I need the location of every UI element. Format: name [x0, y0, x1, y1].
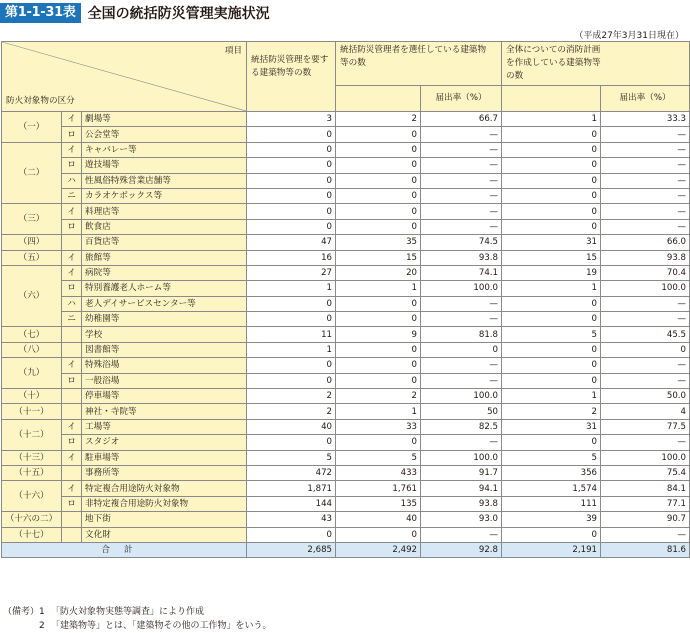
category-group-cell: （十七）	[2, 527, 62, 542]
plan-count-cell: 0	[502, 204, 601, 219]
plan-count-cell: 1	[502, 281, 601, 296]
plan-rate-cell: —	[601, 219, 690, 234]
sub-letter-cell	[62, 512, 82, 527]
plan-rate-cell: 84.1	[601, 481, 690, 496]
sub-letter-cell	[62, 327, 82, 342]
category-name-cell: 幼稚園等	[82, 312, 247, 327]
category-name-cell: 飲食店	[82, 219, 247, 234]
table-row	[2, 465, 690, 480]
table-row	[2, 281, 690, 296]
category-group-cell: （四）	[2, 235, 62, 250]
buildings-count-cell: 2	[247, 404, 336, 419]
buildings-count-cell: 40	[247, 419, 336, 434]
header-plan-spacer	[502, 86, 601, 112]
plan-count-cell: 111	[502, 496, 601, 511]
plan-rate-cell: —	[601, 373, 690, 388]
note-text: 「建築物等」とは、「建築物その他の工作物」をいう。	[51, 621, 272, 631]
appointed-rate-cell: 74.1	[421, 265, 502, 280]
buildings-count-cell: 0	[247, 127, 336, 142]
appointed-rate-cell: —	[421, 158, 502, 173]
appointed-rate-cell: 94.1	[421, 481, 502, 496]
appointed-rate-cell: 81.8	[421, 327, 502, 342]
header-corner-cell	[2, 42, 247, 112]
appointed-count-cell: 1	[336, 281, 421, 296]
category-name-cell: 劇場等	[82, 112, 247, 127]
plan-count-cell: 2	[502, 404, 601, 419]
category-group-cell: （十二）	[2, 419, 62, 450]
plan-count-cell: 5	[502, 450, 601, 465]
category-name-cell: 遊技場等	[82, 158, 247, 173]
table-row	[2, 112, 690, 127]
appointed-rate-cell: —	[421, 127, 502, 142]
category-name-cell: 老人デイサービスセンター等	[82, 296, 247, 311]
header-appointed-rate: 届出率（%）	[421, 86, 502, 112]
table-row	[2, 496, 690, 511]
sub-letter-cell: イ	[62, 142, 82, 157]
appointed-count-cell: 0	[336, 435, 421, 450]
appointed-rate-cell: 0	[421, 342, 502, 357]
appointed-rate-cell: —	[421, 435, 502, 450]
note-number: 2	[39, 621, 45, 631]
sub-letter-cell: ロ	[62, 435, 82, 450]
as-of-date: （平成27年3月31日現在）	[574, 31, 684, 41]
header-plan-rate: 届出率（%）	[601, 86, 690, 112]
table-row	[2, 204, 690, 219]
table-row	[2, 188, 690, 203]
category-name-cell: 停車場等	[82, 389, 247, 404]
plan-count-cell: 5	[502, 327, 601, 342]
plan-rate-cell: —	[601, 296, 690, 311]
plan-rate-cell: —	[601, 127, 690, 142]
appointed-rate-cell: —	[421, 142, 502, 157]
table-row	[2, 419, 690, 434]
appointed-rate-cell: —	[421, 296, 502, 311]
sub-letter-cell	[62, 404, 82, 419]
sub-letter-cell	[62, 465, 82, 480]
buildings-count-cell: 43	[247, 512, 336, 527]
category-name-cell: カラオケボックス等	[82, 188, 247, 203]
appointed-rate-cell: 66.7	[421, 112, 502, 127]
plan-count-cell: 0	[502, 527, 601, 542]
header-plan-text: 全体についての消防計画を作成している建築物等の数	[506, 45, 601, 81]
appointed-count-cell: 2	[336, 112, 421, 127]
plan-count-cell: 0	[502, 219, 601, 234]
total-appointed-rate-cell: 92.8	[421, 542, 502, 557]
sub-letter-cell: イ	[62, 204, 82, 219]
table-row	[2, 450, 690, 465]
header-appointed-spacer	[336, 86, 421, 112]
table-row	[2, 327, 690, 342]
table-row	[2, 219, 690, 234]
buildings-count-cell: 0	[247, 312, 336, 327]
buildings-count-cell: 3	[247, 112, 336, 127]
buildings-count-cell: 1,871	[247, 481, 336, 496]
table-row	[2, 389, 690, 404]
plan-rate-cell: —	[601, 312, 690, 327]
buildings-count-cell: 27	[247, 265, 336, 280]
sub-letter-cell: イ	[62, 481, 82, 496]
category-name-cell: 一般浴場	[82, 373, 247, 388]
table-row	[2, 435, 690, 450]
plan-count-cell: 19	[502, 265, 601, 280]
note-text: 「防火対象物実態等調査」により作成	[51, 607, 205, 617]
appointed-rate-cell: —	[421, 312, 502, 327]
appointed-count-cell: 0	[336, 219, 421, 234]
notes-lead-spacer	[3, 619, 39, 633]
category-name-cell: 事務所等	[82, 465, 247, 480]
total-appointed-cell: 2,492	[336, 542, 421, 557]
category-group-cell: （七）	[2, 327, 62, 342]
plan-rate-cell: 77.5	[601, 419, 690, 434]
appointed-rate-cell: 93.8	[421, 250, 502, 265]
category-name-cell: 非特定複合用途防火対象物	[82, 496, 247, 511]
total-row	[2, 542, 690, 557]
appointed-count-cell: 0	[336, 127, 421, 142]
appointed-rate-cell: —	[421, 527, 502, 542]
appointed-rate-cell: 74.5	[421, 235, 502, 250]
buildings-count-cell: 47	[247, 235, 336, 250]
sub-letter-cell: イ	[62, 250, 82, 265]
category-name-cell: 特殊浴場	[82, 358, 247, 373]
sub-letter-cell: ロ	[62, 127, 82, 142]
buildings-count-cell: 0	[247, 204, 336, 219]
category-name-cell: 工場等	[82, 419, 247, 434]
sub-letter-cell: イ	[62, 112, 82, 127]
table-row	[2, 250, 690, 265]
notes-lead: （備考）	[3, 607, 40, 617]
plan-count-cell: 39	[502, 512, 601, 527]
appointed-rate-cell: —	[421, 219, 502, 234]
note-row	[3, 619, 272, 633]
sub-letter-cell: ニ	[62, 312, 82, 327]
category-group-cell: （一）	[2, 112, 62, 143]
plan-count-cell: 0	[502, 358, 601, 373]
figure-number-badge: 第1-1-31表	[0, 3, 81, 23]
table-row	[2, 512, 690, 527]
category-name-cell: 百貨店等	[82, 235, 247, 250]
plan-rate-cell: —	[601, 527, 690, 542]
buildings-count-cell: 0	[247, 219, 336, 234]
category-group-cell: （十）	[2, 389, 62, 404]
sub-letter-cell: ニ	[62, 188, 82, 203]
appointed-count-cell: 0	[336, 204, 421, 219]
plan-rate-cell: —	[601, 158, 690, 173]
notes	[3, 605, 272, 633]
category-name-cell: 病院等	[82, 265, 247, 280]
sub-letter-cell: ロ	[62, 281, 82, 296]
appointed-rate-cell: 100.0	[421, 389, 502, 404]
appointed-count-cell: 5	[336, 450, 421, 465]
plan-rate-cell: —	[601, 188, 690, 203]
buildings-count-cell: 0	[247, 373, 336, 388]
plan-rate-cell: —	[601, 358, 690, 373]
buildings-count-cell: 1	[247, 281, 336, 296]
plan-rate-cell: 93.8	[601, 250, 690, 265]
appointed-rate-cell: 82.5	[421, 419, 502, 434]
table-row	[2, 404, 690, 419]
plan-rate-cell: 45.5	[601, 327, 690, 342]
header-item-label: 項目	[224, 46, 243, 56]
sub-letter-cell: ハ	[62, 173, 82, 188]
sub-letter-cell: ロ	[62, 496, 82, 511]
plan-count-cell: 1	[502, 389, 601, 404]
plan-rate-cell: 50.0	[601, 389, 690, 404]
plan-rate-cell: 70.4	[601, 265, 690, 280]
plan-count-cell: 1	[502, 112, 601, 127]
sub-letter-cell	[62, 527, 82, 542]
plan-count-cell: 31	[502, 235, 601, 250]
category-group-cell: （十一）	[2, 404, 62, 419]
buildings-count-cell: 0	[247, 173, 336, 188]
category-group-cell: （二）	[2, 142, 62, 204]
sub-letter-cell: ロ	[62, 373, 82, 388]
appointed-count-cell: 15	[336, 250, 421, 265]
plan-rate-cell: —	[601, 173, 690, 188]
category-name-cell: 公会堂等	[82, 127, 247, 142]
buildings-count-cell: 472	[247, 465, 336, 480]
category-group-cell: （六）	[2, 265, 62, 327]
appointed-count-cell: 0	[336, 358, 421, 373]
header-appointed-text: 統括防災管理者を選任している建築物等の数	[340, 45, 487, 68]
figure-title: 全国の統括防災管理実施状況	[87, 6, 270, 22]
plan-count-cell: 0	[502, 188, 601, 203]
appointed-count-cell: 9	[336, 327, 421, 342]
plan-rate-cell: 4	[601, 404, 690, 419]
category-name-cell: 特別養護老人ホーム等	[82, 281, 247, 296]
appointed-rate-cell: —	[421, 358, 502, 373]
category-name-cell: 旅館等	[82, 250, 247, 265]
appointed-count-cell: 0	[336, 296, 421, 311]
total-plan-cell: 2,191	[502, 542, 601, 557]
buildings-count-cell: 5	[247, 450, 336, 465]
appointed-rate-cell: —	[421, 173, 502, 188]
plan-count-cell: 0	[502, 312, 601, 327]
table-row	[2, 481, 690, 496]
plan-rate-cell: 75.4	[601, 465, 690, 480]
header-buildings: 統括防災管理を要する建築物等の数	[247, 42, 336, 112]
appointed-rate-cell: 93.0	[421, 512, 502, 527]
plan-count-cell: 0	[502, 173, 601, 188]
plan-count-cell: 31	[502, 419, 601, 434]
plan-count-cell: 0	[502, 127, 601, 142]
plan-rate-cell: 77.1	[601, 496, 690, 511]
appointed-count-cell: 0	[336, 373, 421, 388]
appointed-rate-cell: 91.7	[421, 465, 502, 480]
category-group-cell: （十六）	[2, 481, 62, 512]
category-name-cell: 文化財	[82, 527, 247, 542]
category-name-cell: 神社・寺院等	[82, 404, 247, 419]
appointed-count-cell: 2	[336, 389, 421, 404]
table-row	[2, 142, 690, 157]
category-name-cell: 性風俗特殊営業店舗等	[82, 173, 247, 188]
appointed-rate-cell: —	[421, 373, 502, 388]
table-row	[2, 173, 690, 188]
plan-count-cell: 0	[502, 373, 601, 388]
category-name-cell: 図書館等	[82, 342, 247, 357]
category-group-cell: （十五）	[2, 465, 62, 480]
appointed-count-cell: 0	[336, 142, 421, 157]
category-name-cell: 駐車場等	[82, 450, 247, 465]
plan-count-cell: 0	[502, 296, 601, 311]
buildings-count-cell: 0	[247, 188, 336, 203]
plan-rate-cell: 90.7	[601, 512, 690, 527]
table-body	[2, 112, 690, 558]
sub-letter-cell: ロ	[62, 219, 82, 234]
sub-letter-cell	[62, 389, 82, 404]
plan-count-cell: 0	[502, 158, 601, 173]
appointed-count-cell: 0	[336, 173, 421, 188]
buildings-count-cell: 0	[247, 358, 336, 373]
buildings-count-cell: 0	[247, 435, 336, 450]
table-row	[2, 296, 690, 311]
appointed-count-cell: 433	[336, 465, 421, 480]
appointed-rate-cell: 100.0	[421, 450, 502, 465]
appointed-rate-cell: —	[421, 204, 502, 219]
buildings-count-cell: 11	[247, 327, 336, 342]
buildings-count-cell: 0	[247, 296, 336, 311]
sub-letter-cell: ロ	[62, 158, 82, 173]
category-name-cell: 料理店等	[82, 204, 247, 219]
plan-rate-cell: —	[601, 142, 690, 157]
appointed-count-cell: 0	[336, 342, 421, 357]
category-name-cell: 学校	[82, 327, 247, 342]
header-plan-group	[502, 42, 690, 86]
buildings-count-cell: 0	[247, 158, 336, 173]
plan-count-cell: 0	[502, 142, 601, 157]
sub-letter-cell: イ	[62, 358, 82, 373]
plan-rate-cell: 0	[601, 342, 690, 357]
plan-rate-cell: —	[601, 435, 690, 450]
plan-rate-cell: 100.0	[601, 281, 690, 296]
category-name-cell: キャバレー等	[82, 142, 247, 157]
category-group-cell: （五）	[2, 250, 62, 265]
appointed-count-cell: 0	[336, 312, 421, 327]
appointed-count-cell: 1	[336, 404, 421, 419]
sub-letter-cell	[62, 342, 82, 357]
plan-count-cell: 1,574	[502, 481, 601, 496]
plan-count-cell: 15	[502, 250, 601, 265]
appointed-count-cell: 135	[336, 496, 421, 511]
table-row	[2, 312, 690, 327]
data-table	[1, 41, 690, 558]
appointed-count-cell: 0	[336, 527, 421, 542]
appointed-count-cell: 33	[336, 419, 421, 434]
category-name-cell: 地下街	[82, 512, 247, 527]
table-row	[2, 342, 690, 357]
sub-letter-cell: イ	[62, 419, 82, 434]
sub-letter-cell: イ	[62, 450, 82, 465]
plan-rate-cell: 66.0	[601, 235, 690, 250]
appointed-count-cell: 40	[336, 512, 421, 527]
appointed-rate-cell: 50	[421, 404, 502, 419]
category-group-cell: （八）	[2, 342, 62, 357]
buildings-count-cell: 144	[247, 496, 336, 511]
plan-count-cell: 0	[502, 435, 601, 450]
appointed-count-cell: 20	[336, 265, 421, 280]
table-row	[2, 265, 690, 280]
plan-rate-cell: —	[601, 204, 690, 219]
buildings-count-cell: 1	[247, 342, 336, 357]
table-row	[2, 158, 690, 173]
appointed-count-cell: 1,761	[336, 481, 421, 496]
category-name-cell: スタジオ	[82, 435, 247, 450]
appointed-rate-cell: 100.0	[421, 281, 502, 296]
category-group-cell: （九）	[2, 358, 62, 389]
sub-letter-cell	[62, 235, 82, 250]
sub-letter-cell: イ	[62, 265, 82, 280]
plan-count-cell: 356	[502, 465, 601, 480]
category-name-cell: 特定複合用途防火対象物	[82, 481, 247, 496]
header-appointed-group	[336, 42, 502, 86]
table-row	[2, 358, 690, 373]
buildings-count-cell: 0	[247, 527, 336, 542]
appointed-rate-cell: 93.8	[421, 496, 502, 511]
table-row	[2, 373, 690, 388]
appointed-count-cell: 35	[336, 235, 421, 250]
figure-title-bar	[0, 3, 270, 23]
appointed-count-cell: 0	[336, 188, 421, 203]
plan-count-cell: 0	[502, 342, 601, 357]
category-group-cell: （十六の二）	[2, 512, 62, 527]
category-group-cell: （三）	[2, 204, 62, 235]
total-label: 合計	[2, 542, 247, 557]
note-row	[3, 605, 272, 619]
total-buildings-cell: 2,685	[247, 542, 336, 557]
total-plan-rate-cell: 81.6	[601, 542, 690, 557]
buildings-count-cell: 0	[247, 142, 336, 157]
sub-letter-cell: ハ	[62, 296, 82, 311]
plan-rate-cell: 100.0	[601, 450, 690, 465]
buildings-count-cell: 2	[247, 389, 336, 404]
note-number: 1	[39, 607, 45, 617]
plan-rate-cell: 33.3	[601, 112, 690, 127]
table-row	[2, 235, 690, 250]
appointed-count-cell: 0	[336, 158, 421, 173]
category-group-cell: （十三）	[2, 450, 62, 465]
table-row	[2, 127, 690, 142]
header-class-label: 防火対象物の区分	[6, 96, 75, 106]
buildings-count-cell: 16	[247, 250, 336, 265]
appointed-rate-cell: —	[421, 188, 502, 203]
table-row	[2, 527, 690, 542]
